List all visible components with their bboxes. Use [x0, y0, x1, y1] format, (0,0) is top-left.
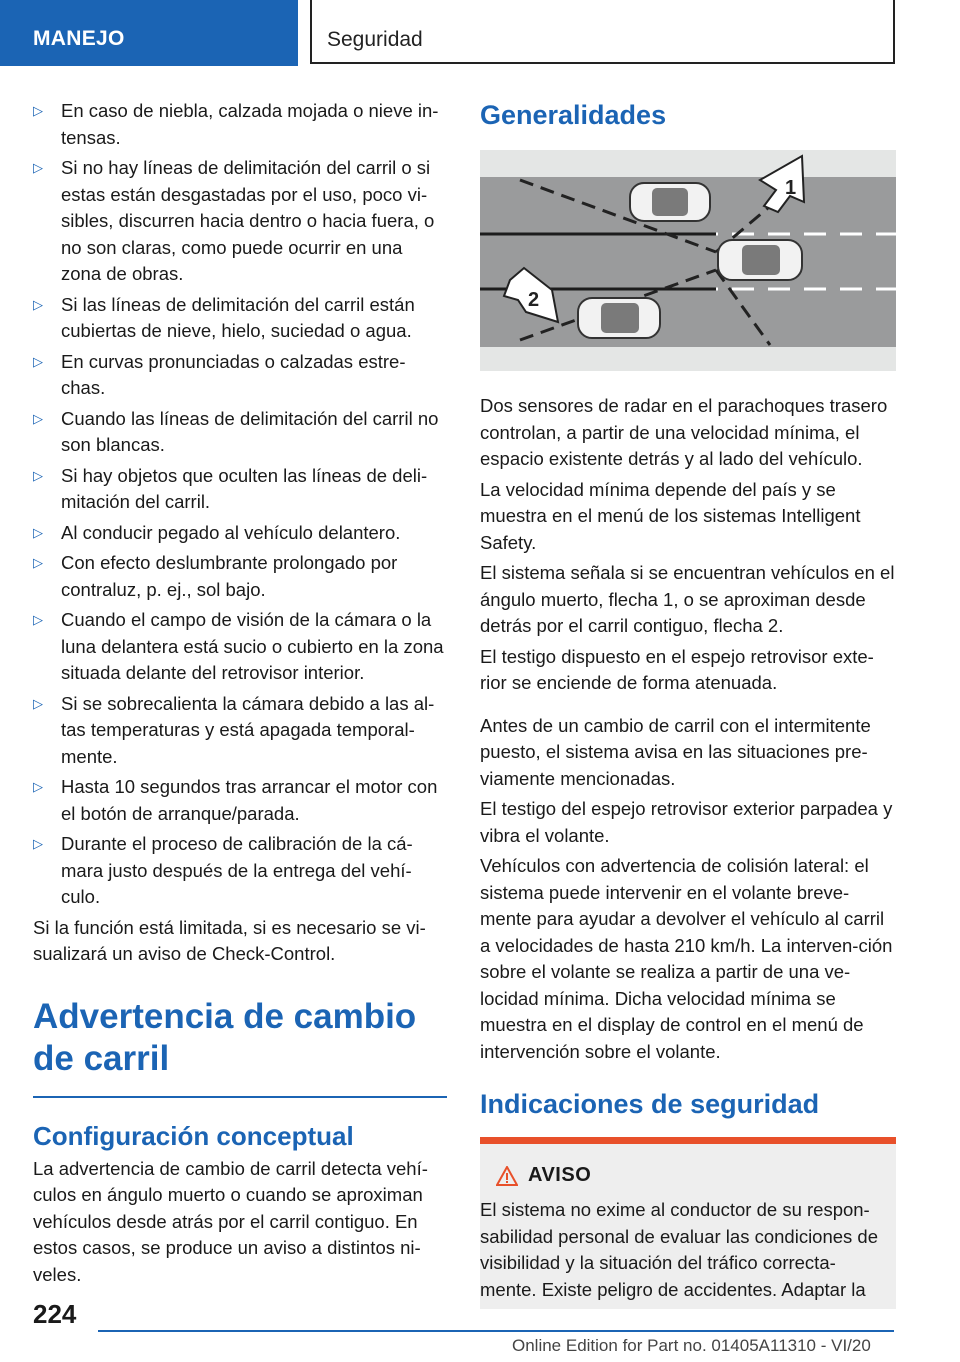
concept-text: La advertencia de cambio de carril detecta vehí-culos en ángulo muerto o cuando se aproximan vehículos desde atrás por el carril contiguo. En estos casos, se produce un aviso a distintos ni-veles. — [33, 1157, 428, 1285]
safety-title: Indicaciones de seguridad — [480, 1089, 820, 1119]
left-column — [33, 98, 447, 1292]
section-title: Advertencia de cambio de carril — [33, 996, 417, 1078]
list-item: ▷ Si las líneas de delimitación del carril están cubiertas de nieve, hielo, suciedad o agua. — [33, 293, 415, 341]
list-item: ▷ Si hay objetos que oculten las líneas de deli-mitación del carril. — [33, 464, 428, 512]
paragraph: El sistema señala si se encuentran vehículos en el ángulo muerto, flecha 1, o se aproximan desde detrás por el carril contiguo, flecha 2. — [480, 562, 895, 636]
warning-title: AVISO — [528, 1164, 592, 1186]
triangle-right-icon: ▷ — [33, 353, 43, 369]
paragraph: La velocidad mínima depende del país y se muestra en el menú de los sistemas Intelligent Safety. — [480, 478, 861, 553]
svg-text:2: 2 — [528, 289, 540, 311]
triangle-right-icon: ▷ — [33, 467, 43, 483]
triangle-right-icon: ▷ — [33, 836, 43, 851]
triangle-right-icon: ▷ — [33, 779, 43, 794]
list-item: ▷ Cuando las líneas de delimitación del carril no son blancas. — [33, 407, 439, 455]
list-item: ▷ Con efecto deslumbrante prolongado por contraluz, p. ej., sol bajo. — [33, 552, 398, 600]
title-divider — [33, 1096, 447, 1098]
triangle-right-icon: ▷ — [33, 160, 43, 175]
footer-edition: Online Edition for Part no. 01405A11310 - VI/20 — [512, 1336, 871, 1355]
concept-title: Configuración conceptual — [33, 1120, 354, 1151]
triangle-right-icon: ▷ — [33, 612, 43, 627]
page-number: 224 — [33, 1299, 77, 1329]
warning-header — [480, 1164, 887, 1187]
chapter-tab: MANEJO — [0, 0, 298, 66]
limitations-list — [33, 98, 447, 911]
paragraph: Antes de un cambio de carril con el intermitente puesto, el sistema avisa en las situaciones pre-viamente mencionadas. — [480, 714, 871, 789]
list-item: ▷ Cuando el campo de visión de la cámara o la luna delantera está sucio o cubierto en la zona situada delante del retrovisor interior. — [33, 609, 444, 683]
list-item: ▷ En curvas pronunciadas o calzadas estre-chas. — [33, 350, 406, 398]
triangle-right-icon: ▷ — [33, 296, 43, 312]
triangle-right-icon: ▷ — [33, 524, 43, 540]
road-illustration — [480, 150, 896, 371]
triangle-right-icon: ▷ — [33, 103, 43, 118]
list-item: ▷ Durante el proceso de calibración de la cá-mara justo después de la entrega del vehí-culo. — [33, 833, 413, 907]
triangle-right-icon: ▷ — [33, 555, 43, 570]
section-header: Seguridad — [310, 0, 895, 64]
car-bottom — [578, 298, 660, 338]
list-item: ▷ En caso de niebla, calzada mojada o nieve in-tensas. — [33, 100, 439, 148]
right-column — [480, 98, 896, 1309]
car-top — [630, 183, 710, 221]
paragraph: El testigo del espejo retrovisor exterior parpadea y vibra el volante. — [480, 798, 893, 846]
paragraph: El testigo dispuesto en el espejo retrovisor exte-rior se enciende de forma atenuada. — [480, 645, 874, 693]
lane-change-figure — [480, 150, 896, 371]
paragraph: Dos sensores de radar en el parachoques trasero controlan, a partir de una velocidad mínima, el espacio existente detrás y al lado del vehículo. — [480, 395, 888, 469]
triangle-right-icon: ▷ — [33, 695, 43, 711]
paragraph: Vehículos con advertencia de colisión lateral: el sistema puede intervenir en el volante breve-mente para ayudar a devolver el vehículo al carril a velocidades de hasta 210 km/h. La interven-ción sobre el volante se realiza a partir de una ve-locidad mínima. Dicha velocidad mínima se muestra en el display de control en el menú de intervención sobre el volante. — [480, 855, 893, 1062]
warning-triangle-icon — [496, 1166, 518, 1186]
car-middle — [718, 240, 802, 280]
triangle-right-icon: ▷ — [33, 410, 43, 426]
warning-box — [480, 1137, 896, 1309]
list-item: ▷ Hasta 10 segundos tras arrancar el motor con el botón de arranque/parada. — [33, 776, 438, 824]
list-item: ▷ Si se sobrecalienta la cámara debido a las al-tas temperaturas y está apagada temporal-mente. — [33, 692, 435, 767]
warning-text: El sistema no exime al conductor de su respon-sabilidad personal de evaluar las condiciones de visibilidad y la situación del tráfico correcta-mente. Existe peligro de accidentes. Adaptar la — [480, 1199, 879, 1300]
list-item: ▷ Al conducir pegado al vehículo delantero. — [33, 520, 447, 547]
footer-divider — [98, 1330, 894, 1332]
list-item: ▷ Si no hay líneas de delimitación del carril o si estas están desgastadas por el uso, poco vi-sibles, discurren hacia dentro o hacia fuera, o no son claras, como puede ocurrir en una zona de obras. — [33, 157, 435, 284]
general-title: Generalidades — [480, 100, 667, 130]
svg-text:1: 1 — [785, 177, 797, 199]
limited-note: Si la función está limitada, si es necesario se vi-sualizará un aviso de Check-Control. — [33, 916, 426, 964]
